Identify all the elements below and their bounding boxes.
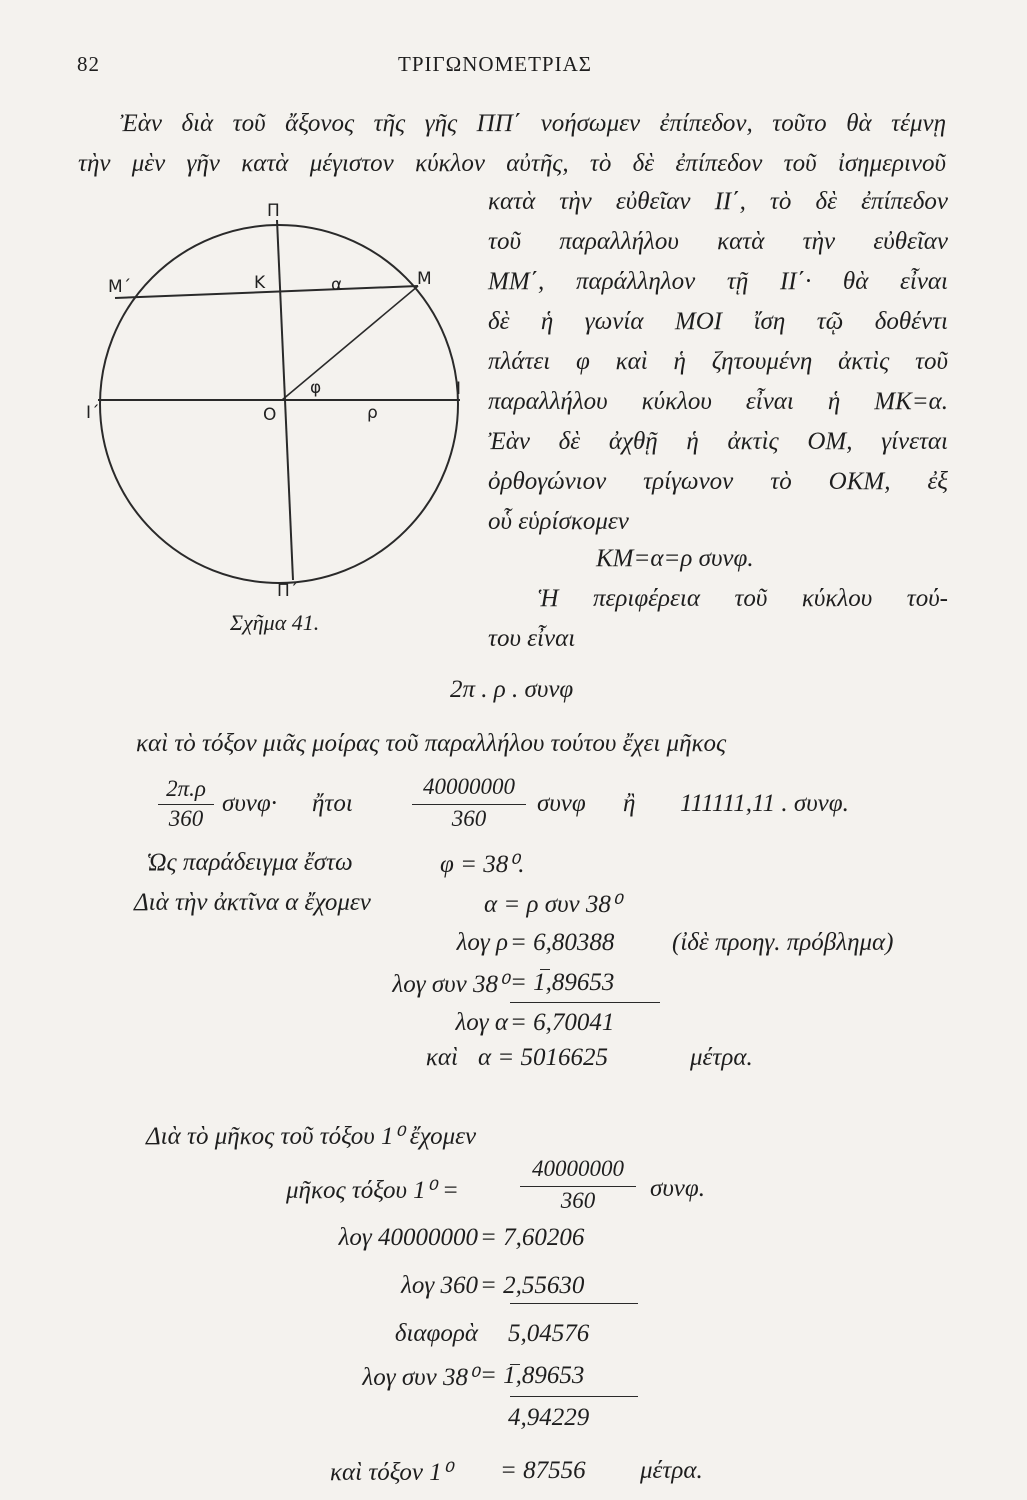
- radius-l4-right: α = 5016625: [478, 1044, 608, 1071]
- figure-41: [80, 188, 480, 658]
- len-num: 40000000: [532, 1156, 624, 1181]
- radius-l3-right: = 6,70041: [510, 1009, 615, 1036]
- radius-l4-unit: μέτρα.: [690, 1044, 753, 1071]
- final-right: = 87556: [500, 1457, 586, 1484]
- label-phi: φ: [310, 378, 322, 398]
- parallel-line: [115, 286, 418, 298]
- radius-eq0: α = ρ συν 38⁰: [484, 891, 621, 918]
- side-line: πλάτει φ καὶ ἡ ζητουμένη ἀκτὶς τοῦ: [488, 348, 948, 375]
- arc-r4-left: λογ συν 38⁰: [362, 1364, 478, 1391]
- intro-line-1: Ἐὰν διὰ τοῦ ἄξονος τῆς γῆς ΠΠ΄ νοήσωμεν ἐπίπεδον, τοῦτο θὰ τέμνῃ: [120, 110, 946, 137]
- sum-rule: [510, 1002, 660, 1003]
- equation-km: ΚΜ=α=ρ συνφ.: [596, 545, 754, 572]
- arc-r1-right: = 7,60206: [480, 1224, 585, 1251]
- side-line: οὗ εὑρίσκομεν: [488, 508, 629, 535]
- frac1-after: συνφ·: [222, 790, 277, 817]
- or-word: ἢ: [623, 790, 636, 817]
- len-label: μῆκος τόξου 1⁰ =: [286, 1177, 459, 1204]
- frac1-den: 360: [168, 806, 204, 831]
- frac2-bar: [412, 804, 526, 805]
- intro-line-2: τὴν μὲν γῆν κατὰ μέγιστον κύκλον αὐτῆς, τὸ δὲ ἐπίπεδον τοῦ ἰσημερινοῦ: [78, 150, 946, 177]
- len-den: 360: [560, 1188, 596, 1213]
- example-intro: Ὡς παράδειγμα ἔστω: [146, 849, 353, 876]
- example-value: φ = 38⁰.: [440, 851, 525, 878]
- label-I: Ι: [456, 379, 462, 399]
- radius-l2-right: = 1,89653: [510, 969, 615, 996]
- side-line: Ἐὰν δὲ ἀχθῇ ἡ ἀκτὶς ΟΜ, γίνεται: [488, 428, 948, 455]
- label-P: Π: [267, 201, 280, 221]
- arc-sentence: καὶ τὸ τόξον μιᾶς μοίρας τοῦ παραλλήλου τούτου ἔχει μῆκος: [136, 730, 727, 757]
- side-line: τοῦ παραλλήλου κατὰ τὴν εὐθεῖαν: [488, 228, 948, 255]
- frac2-den: 360: [451, 806, 487, 831]
- figure-caption: Σχῆμα 41.: [230, 610, 320, 635]
- arc-intro: Διὰ τὸ μῆκος τοῦ τόξου 1⁰ ἔχομεν: [146, 1123, 477, 1150]
- side-line: δὲ ἡ γωνία ΜΟΙ ἴση τῷ δοθέντι: [488, 308, 948, 335]
- radius-l1-note: (ἰδὲ προηγ. πρόβλημα): [672, 929, 894, 956]
- radius-l1-left: λογ ρ: [456, 929, 508, 956]
- diff-rule: [510, 1303, 638, 1304]
- label-P-prime: Π΄: [277, 581, 299, 601]
- side-line: κατὰ τὴν εὐθεῖαν ΙΙ΄, τὸ δὲ ἐπίπεδον: [488, 188, 948, 215]
- radius-l2-left: λογ συν 38⁰: [392, 971, 508, 998]
- bar-characteristic: [540, 969, 550, 970]
- arc-r3-left: διαφορὰ: [394, 1320, 478, 1347]
- arc-r1-left: λογ 40000000: [338, 1224, 478, 1251]
- len-after: συνφ.: [650, 1175, 705, 1202]
- periphery-line-2: του εἶναι: [488, 625, 576, 652]
- arc-r5-right: 4,94229: [508, 1404, 590, 1431]
- frac2-after: συνφ: [537, 790, 586, 817]
- radius-om: [282, 286, 418, 400]
- side-text-block: [488, 188, 948, 548]
- circumference-formula: 2π . ρ . συνφ: [450, 676, 574, 703]
- frac1-bar: [158, 804, 214, 805]
- arc-result: 111111,11 . συνφ.: [680, 790, 849, 817]
- radius-l1-right: = 6,80388: [510, 929, 615, 956]
- side-line: ΜΜ΄, παράλληλον τῇ ΙΙ΄· θὰ εἶναι: [488, 268, 948, 295]
- label-M-prime: Μ΄: [108, 277, 132, 297]
- sum-rule-2: [510, 1396, 638, 1397]
- bar-characteristic-2: [510, 1364, 520, 1365]
- label-M: Μ: [417, 269, 432, 289]
- label-O: Ο: [263, 405, 277, 425]
- radius-l4-left: καὶ: [425, 1044, 458, 1071]
- label-alpha: α: [331, 275, 343, 295]
- radius-l3-left: λογ α: [455, 1009, 508, 1036]
- arc-r4-right: = 1,89653: [480, 1362, 585, 1389]
- running-title: ΤΡΙΓΩΝΟΜΕΤΡΙΑΣ: [398, 52, 592, 76]
- label-I-prime: Ι΄: [86, 403, 100, 423]
- arc-r2-left: λογ 360: [401, 1272, 478, 1299]
- side-line: ὀρθογώνιον τρίγωνον τὸ ΟΚΜ, ἐξ: [488, 468, 948, 495]
- page-number: 82: [77, 52, 100, 76]
- len-bar: [520, 1186, 636, 1187]
- final-unit: μέτρα.: [640, 1457, 703, 1484]
- periphery-line-1: Ἡ περιφέρεια τοῦ κύκλου τού-: [538, 585, 948, 612]
- radius-intro: Διὰ τὴν ἀκτῖνα α ἔχομεν: [134, 889, 371, 916]
- arc-r2-right: = 2,55630: [480, 1272, 585, 1299]
- frac2-num: 40000000: [423, 774, 515, 799]
- frac1-num: 2π.ρ: [166, 776, 206, 801]
- final-left: καὶ τόξον 1⁰: [330, 1459, 452, 1486]
- label-K: Κ: [254, 273, 266, 293]
- arc-r3-right: 5,04576: [508, 1320, 590, 1347]
- eitoi: ἤτοι: [312, 790, 353, 817]
- side-line: παραλλήλου κύκλου εἶναι ἡ ΜΚ=α.: [488, 388, 948, 415]
- label-rho: ρ: [367, 403, 378, 423]
